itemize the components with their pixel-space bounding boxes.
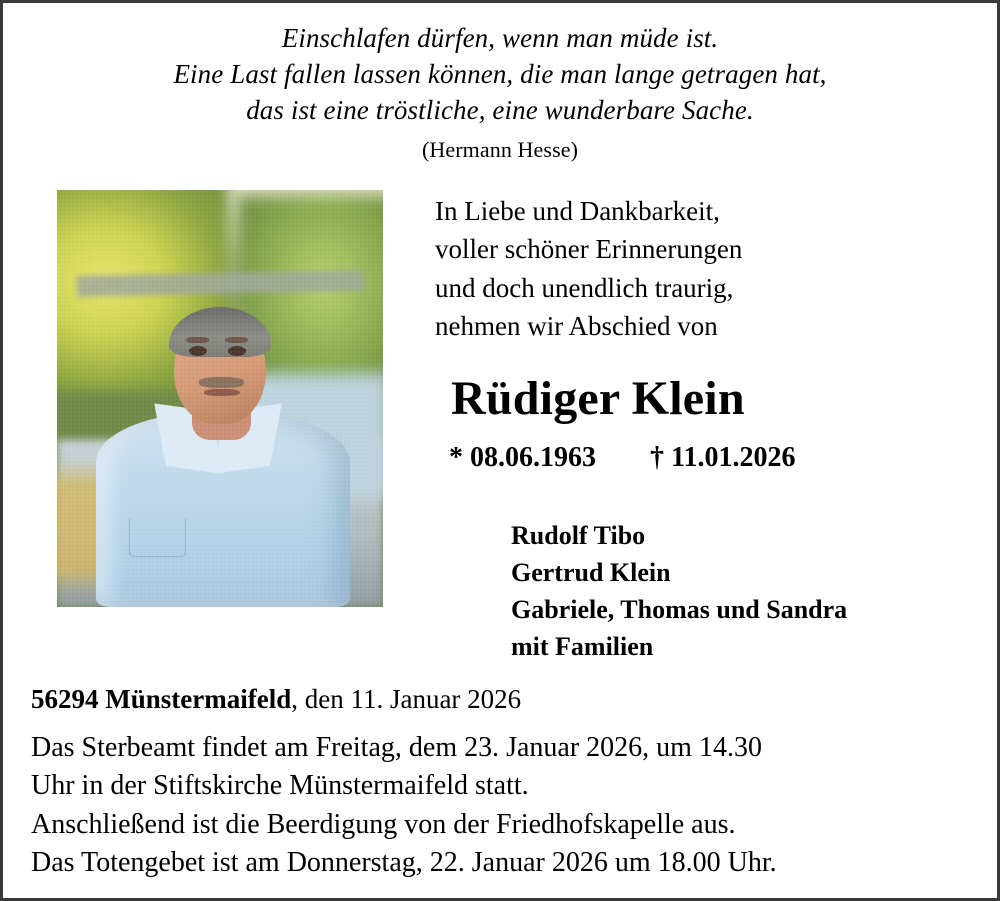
photo-column (31, 190, 383, 607)
place-date: , den 11. Januar 2026 (291, 683, 522, 714)
poem-author: (Hermann Hesse) (421, 136, 579, 162)
service-line: Das Totengebet ist am Donnerstag, 22. Januar 2026 um 18.00 Uhr. (31, 846, 777, 878)
photo-shirt-pocket (129, 518, 186, 557)
photo-eyebrow-right (225, 337, 248, 343)
place-date-line (31, 684, 969, 715)
intro-line: und doch unendlich traurig, (435, 272, 734, 303)
photo-eye-right (228, 346, 246, 356)
death-date: † 11.01.2026 (650, 442, 796, 474)
mourner-line: mit Familien (511, 632, 654, 661)
text-column (383, 190, 969, 666)
intro-line: voller schöner Erinnerungen (435, 234, 743, 265)
poem-line: das ist eine tröstliche, eine wunderbare Sache. (246, 94, 754, 125)
mourners-block (511, 518, 969, 666)
mourner-line: Rudolf Tibo (511, 521, 646, 551)
intro-line: nehmen wir Abschied von (435, 310, 718, 341)
service-details (31, 729, 969, 882)
life-dates (449, 442, 969, 474)
deceased-name: Rüdiger Klein (451, 372, 745, 426)
poem-block (31, 21, 969, 164)
portrait-photo (57, 190, 383, 607)
photo-mustache (199, 377, 245, 388)
photo-eye-left (189, 346, 207, 356)
photo-eyebrow-left (186, 337, 209, 343)
mourner-line: Gabriele, Thomas und Sandra (511, 595, 848, 625)
intro-line: In Liebe und Dankbarkeit, (435, 195, 720, 226)
photo-mouth (204, 389, 240, 397)
service-line: Anschließend ist die Beerdigung von der Friedhofskapelle aus. (31, 808, 736, 840)
intro-block (435, 192, 969, 345)
mourner-line: Gertrud Klein (511, 558, 671, 588)
poem-line: Einschlafen dürfen, wenn man müde ist. (281, 23, 719, 53)
main-columns (31, 190, 969, 666)
birth-date: * 08.06.1963 (449, 442, 596, 474)
service-line: Das Sterbeamt findet am Freitag, dem 23. Januar 2026, um 14.30 (31, 731, 762, 763)
poem-line: Eine Last fallen lassen können, die man lange getragen hat, (173, 58, 827, 89)
place-city: 56294 Münstermaifeld (31, 683, 292, 714)
service-line: Uhr in der Stiftskirche Münstermaifeld statt. (31, 770, 529, 802)
